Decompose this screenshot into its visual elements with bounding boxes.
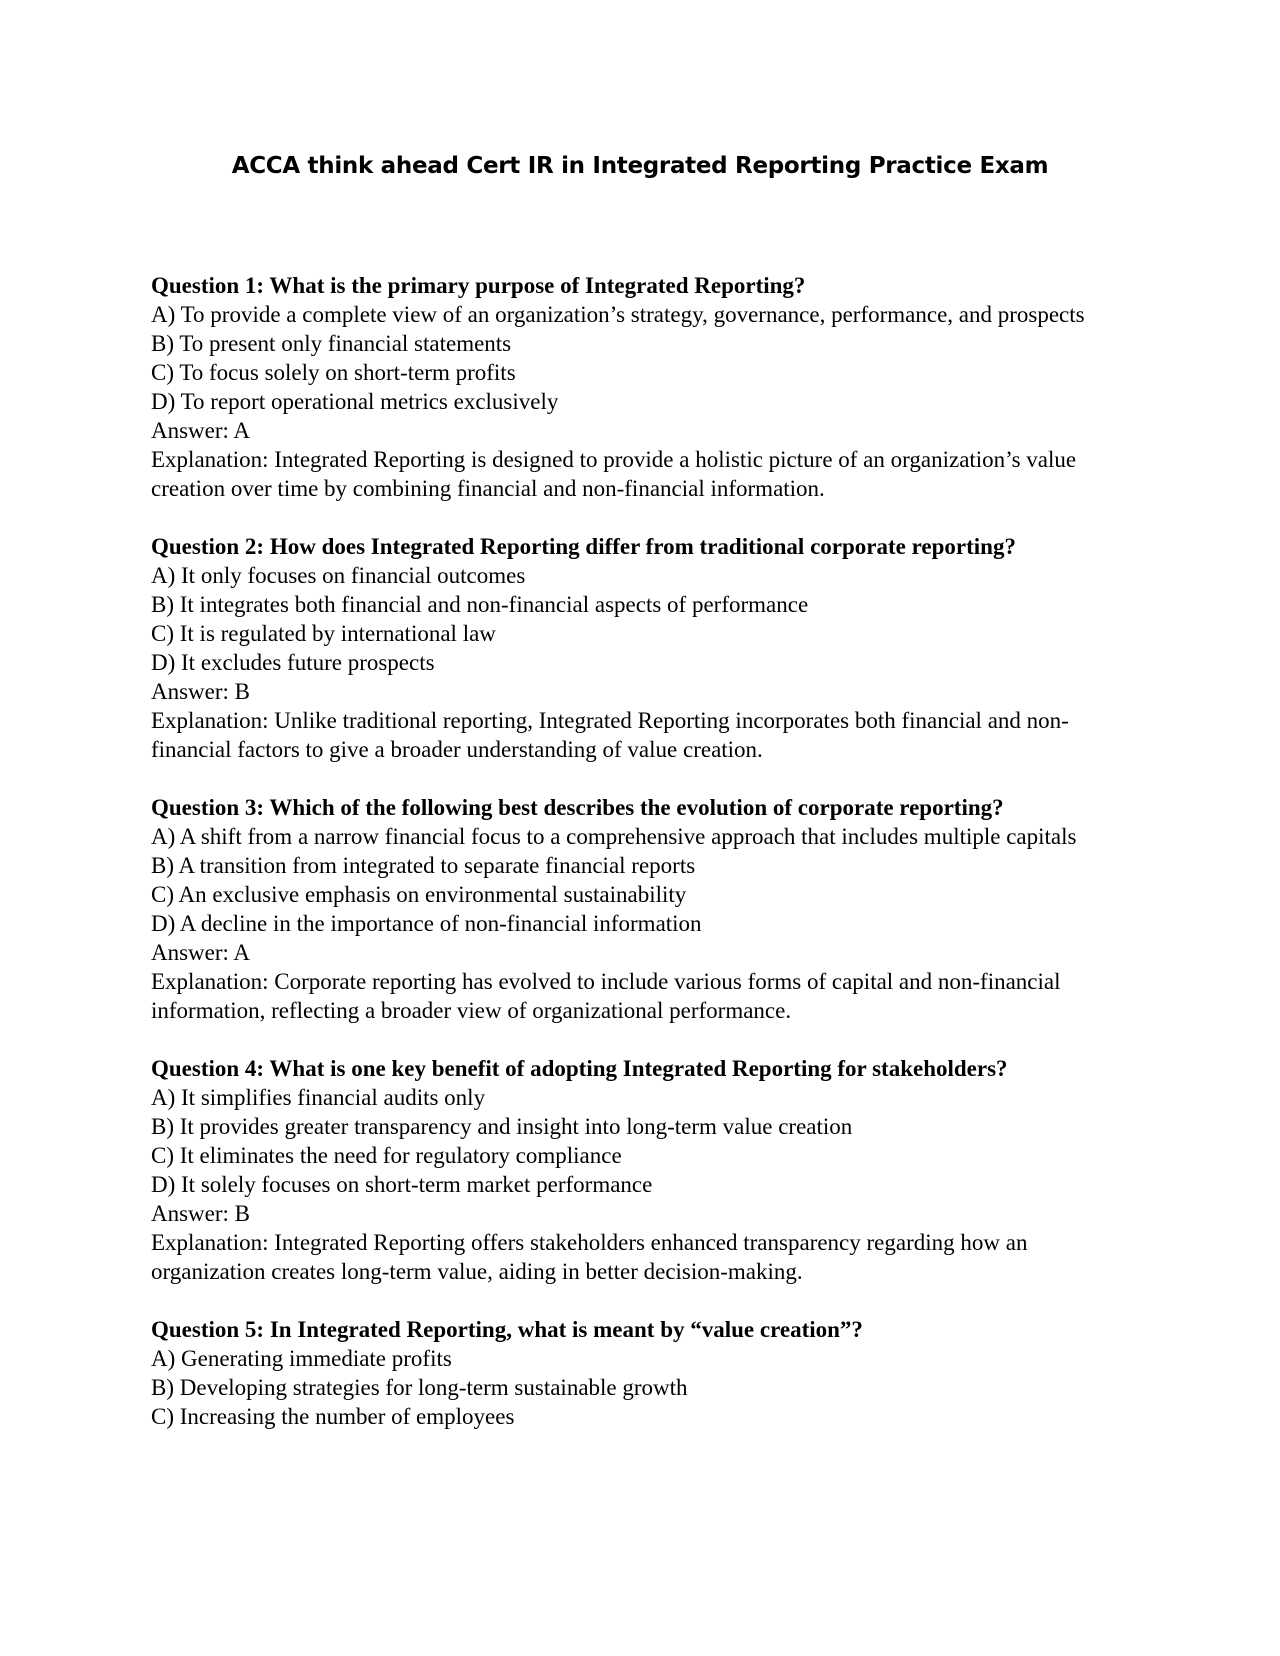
option-c: C) An exclusive emphasis on environmental sustainability	[151, 882, 687, 907]
question-5	[151, 1315, 1131, 1431]
explanation: Explanation: Unlike traditional reporting, Integrated Reporting incorporates both financial and non-financial factors to give a broader understanding of value creation.	[151, 708, 1069, 762]
option-d: D) A decline in the importance of non-financial information	[151, 911, 702, 936]
option-d: D) It excludes future prospects	[151, 650, 435, 675]
option-b: B) To present only financial statements	[151, 331, 512, 356]
option-a: A) A shift from a narrow financial focus to a comprehensive approach that includes multiple capitals	[151, 824, 1077, 849]
question-title: Question 1: What is the primary purpose of Integrated Reporting?	[151, 273, 806, 298]
option-c: C) It is regulated by international law	[151, 621, 496, 646]
document-title: ACCA think ahead Cert IR in Integrated Reporting Practice Exam	[231, 153, 1049, 179]
question-list	[151, 271, 1131, 1460]
explanation: Explanation: Integrated Reporting offers stakeholders enhanced transparency regarding how an organization creates long-term value, aiding in better decision-making.	[151, 1230, 1028, 1284]
answer: Answer: A	[151, 418, 251, 443]
answer: Answer: B	[151, 1201, 251, 1226]
option-a: A) It only focuses on financial outcomes	[151, 563, 526, 588]
question-1	[151, 271, 1131, 503]
option-c: C) Increasing the number of employees	[151, 1404, 515, 1429]
option-b: B) It integrates both financial and non-financial aspects of performance	[151, 592, 809, 617]
question-title: Question 5: In Integrated Reporting, what is meant by “value creation”?	[151, 1317, 863, 1342]
question-title: Question 3: Which of the following best describes the evolution of corporate reporting?	[151, 795, 1004, 820]
option-c: C) To focus solely on short-term profits	[151, 360, 516, 385]
explanation: Explanation: Corporate reporting has evolved to include various forms of capital and non-financial information, reflecting a broader view of organizational performance.	[151, 969, 1061, 1023]
option-d: D) To report operational metrics exclusively	[151, 389, 559, 414]
explanation: Explanation: Integrated Reporting is designed to provide a holistic picture of an organization’s value creation over time by combining financial and non-financial information.	[151, 447, 1077, 501]
question-4	[151, 1054, 1131, 1286]
question-title: Question 2: How does Integrated Reporting differ from traditional corporate reporting?	[151, 534, 1016, 559]
option-a: A) To provide a complete view of an organization’s strategy, governance, performance, and prospects	[151, 302, 1085, 327]
answer: Answer: A	[151, 940, 251, 965]
option-a: A) Generating immediate profits	[151, 1346, 452, 1371]
option-d: D) It solely focuses on short-term market performance	[151, 1172, 653, 1197]
option-b: B) A transition from integrated to separate financial reports	[151, 853, 696, 878]
question-2	[151, 532, 1131, 764]
answer: Answer: B	[151, 679, 251, 704]
question-3	[151, 793, 1131, 1025]
option-a: A) It simplifies financial audits only	[151, 1085, 486, 1110]
option-b: B) It provides greater transparency and insight into long-term value creation	[151, 1114, 853, 1139]
option-b: B) Developing strategies for long-term sustainable growth	[151, 1375, 688, 1400]
option-c: C) It eliminates the need for regulatory compliance	[151, 1143, 622, 1168]
question-title: Question 4: What is one key benefit of adopting Integrated Reporting for stakeholders?	[151, 1056, 1008, 1081]
